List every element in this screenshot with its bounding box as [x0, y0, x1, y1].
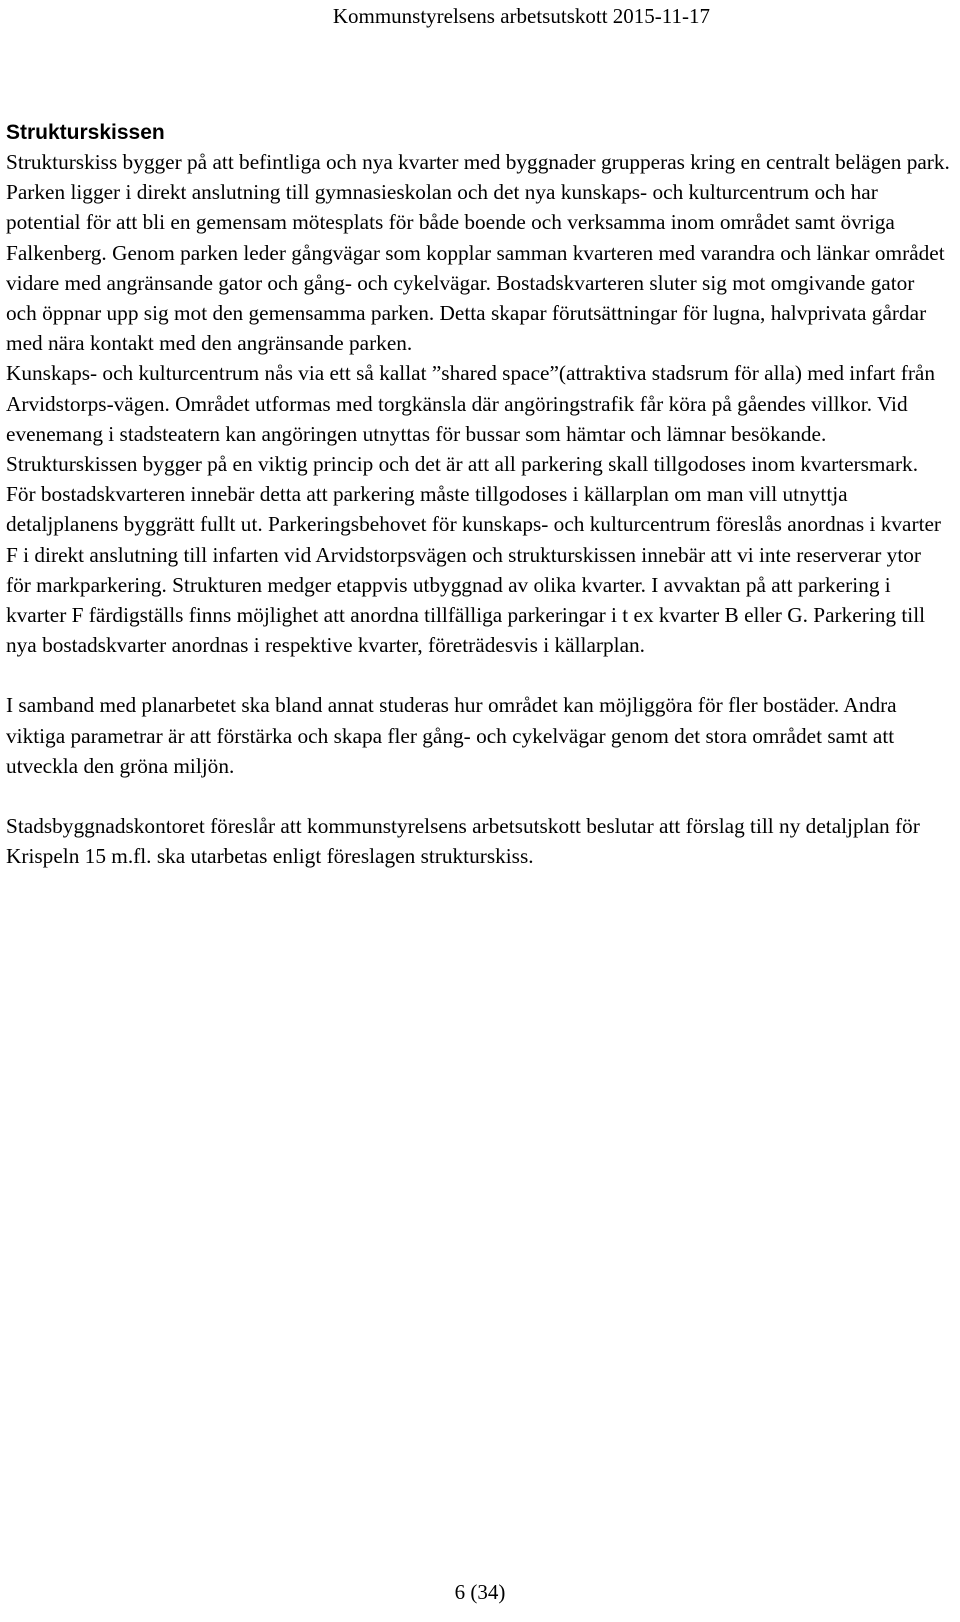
- paragraph-parking: Strukturskissen bygger på en viktig princip och det är att all parkering skall tillgodoses inom kvartersmark. För bostadskvarteren innebär detta att parkering måste tillgodoses i källarplan om man vill utnyttja detaljplanens byggrätt fullt ut. Parkeringsbehovet för kunskaps- och kulturcentrum föreslås anordnas i kvarter F i direkt anslutning till infarten vid Arvidstorpsvägen och strukturskissen innebär att vi inte reserverar ytor för markparkering. Strukturen medger etappvis utbyggnad av olika kvarter. I avvaktan på att parkering i kvarter F färdigställs finns möjlighet att anordna tillfälliga parkeringar i t ex kvarter B eller G. Parkering till nya bostadskvarter anordnas i respektive kvarter, företrädesvis i källarplan.: [6, 452, 942, 658]
- paragraph-planning: I samband med planarbetet ska bland annat studeras hur området kan möjliggöra för fler bostäder. Andra viktiga parametrar är att förstärka och skapa fler gång- och cykelvägar genom det stora området samt att utveckla den gröna miljön.: [6, 693, 897, 778]
- page-header: [0, 0, 960, 28]
- document-title: Kommunstyrelsens arbetsutskott 2015-11-17: [332, 4, 710, 28]
- paragraph-shared-space: Kunskaps- och kulturcentrum nås via ett så kallat ”shared space”(attraktiva stadsrum för alla) med infart från Arvidstorps-vägen. Området utformas med torgkänsla där angöringstrafik får köra på gåendes villkor. Vid evenemang i stadsteatern kan angöringen utnyttas för bussar som hämtar och lämnar besökande.: [6, 361, 936, 446]
- document-body: [6, 119, 950, 871]
- page-number: 6 (34): [454, 1580, 506, 1604]
- section-heading: Strukturskissen: [6, 121, 165, 144]
- paragraph-park-structure: Strukturskiss bygger på att befintliga och nya kvarter med byggnader grupperas kring en centralt belägen park. Parken ligger i direkt anslutning till gymnasieskolan och det nya kunskaps- och kulturcentrum och har potential för att bli en gemensam mötesplats för både boende och verksamma inom området samt övriga Falkenberg. Genom parken leder gångvägar som kopplar samman kvarteren med varandra och länkar området vidare med angränsande gator och gång- och cykelvägar. Bostadskvarteren sluter sig mot omgivande gator och öppnar upp sig mot den gemensamma parken. Detta skapar förutsättningar för lugna, halvprivata gårdar med nära kontakt med den angränsande parken.: [6, 150, 950, 356]
- paragraph-proposal: Stadsbyggnadskontoret föreslår att kommunstyrelsens arbetsutskott beslutar att förslag till ny detaljplan för Krispeln 15 m.fl. ska utarbetas enligt föreslagen strukturskiss.: [6, 814, 920, 869]
- section-text: [6, 147, 950, 871]
